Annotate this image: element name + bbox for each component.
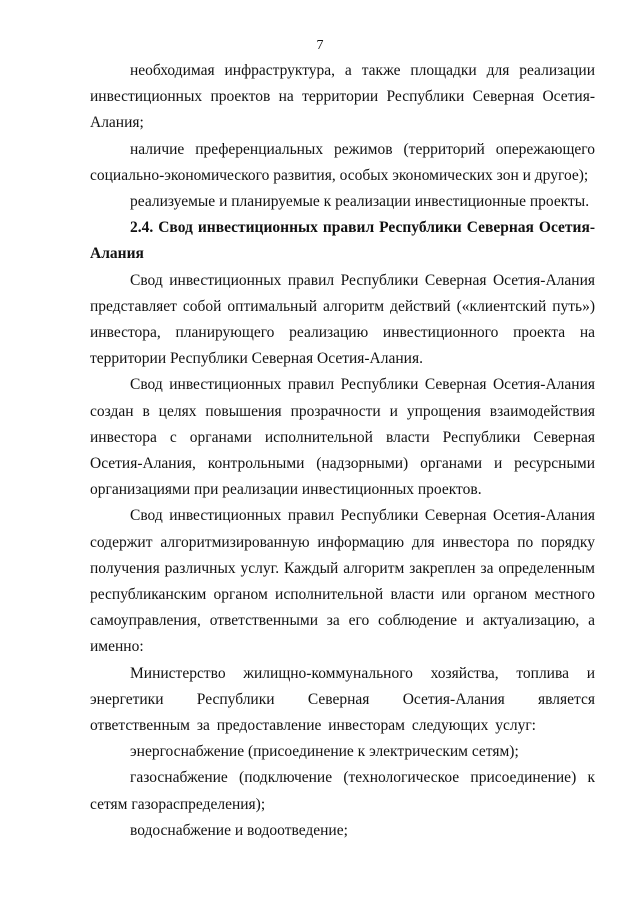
document-body [90,58,595,844]
list-item-water-supply: водоснабжение и водоотведение; [130,821,348,839]
list-item-preferential-regimes: наличие преференциальных режимов (территорий опережающего социально-экономического развития, особых экономических зон и другое); [90,140,595,184]
page-number: 7 [316,38,324,53]
list-item-gas-supply: газоснабжение (подключение (технологическое присоединение) к сетям газораспределения); [90,769,595,813]
paragraph-purpose: Свод инвестиционных правил Республики Северная Осетия-Алания создан в целях повышения прозрачности и упрощения взаимодействия инвестора с органами исполнительной власти Республики Северная Осетия-Алания, контрольными (надзорными) органами и ресурсными организациями при реализации инвестиционных проектов. [90,376,595,499]
list-item-investment-projects: реализуемые и планируемые к реализации инвестиционные проекты. [130,193,590,211]
section-heading: 2.4. Свод инвестиционных правил Республики Северная Осетия-Алания [90,219,595,263]
paragraph-contents: Свод инвестиционных правил Республики Северная Осетия-Алания содержит алгоритмизированную информацию для инвестора по порядку получения различных услуг. Каждый алгоритм закреплен за определенным республиканским органом исполнительной власти или органом местного самоуправления, ответственными за его соблюдение и актуализацию, а именно: [90,507,595,656]
list-item-power-supply: энергоснабжение (присоединение к электрическим сетям); [130,743,519,761]
list-item-infrastructure: необходимая инфраструктура, а также площадки для реализации инвестиционных проектов на территории Республики Северная Осетия-Алания; [90,62,595,132]
paragraph-ministry: Министерство жилищно-коммунального хозяйства, топлива и энергетики Республики Северная Осетия-Алания является ответственным за предоставление инвесторам следующих услуг: [90,664,595,735]
paragraph-definition: Свод инвестиционных правил Республики Северная Осетия-Алания представляет собой оптимальный алгоритм действий («клиентский путь») инвестора, планирующего реализацию инвестиционного проекта на территории Республики Северная Осетия-Алания. [90,271,595,368]
